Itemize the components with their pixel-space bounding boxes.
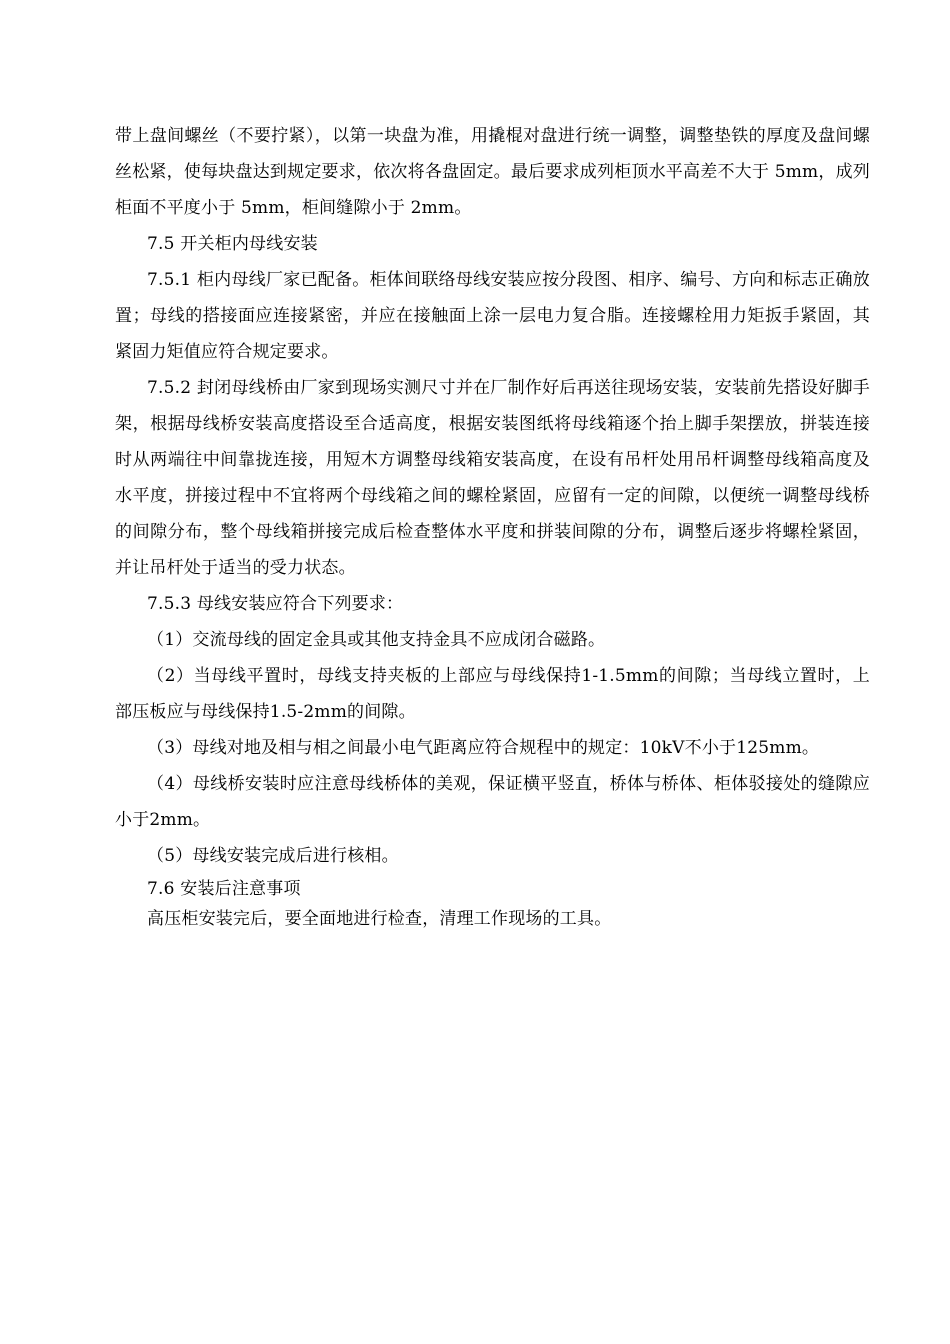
paragraph-cabinet-alignment: 带上盘间螺丝（不要拧紧），以第一块盘为准，用撬棍对盘进行统一调整，调整垫铁的厚度及盘间螺丝松紧，使每块盘达到规定要求，依次将各盘固定。最后要求成列柜顶水平高差不大于 5mm，成列柜面不平度小于 5mm，柜间缝隙小于 2mm。 <box>115 126 870 218</box>
section-heading-7-6: 7.6 安装后注意事项 <box>147 879 301 899</box>
document-body <box>115 118 870 934</box>
paragraph-7-5-1: 7.5.1 柜内母线厂家已配备。柜体间联络母线安装应按分段图、相序、编号、方向和标志正确放置；母线的搭接面应连接紧密，并应在接触面上涂一层电力复合脂。连接螺栓用力矩扳手紧固，其紧固力矩值应符合规定要求。 <box>115 270 870 362</box>
paragraph-post-install-check: 高压柜安装完后，要全面地进行检查，清理工作现场的工具。 <box>147 909 612 929</box>
requirement-item-5: （5）母线安装完成后进行核相。 <box>147 846 399 866</box>
paragraph-7-5-3: 7.5.3 母线安装应符合下列要求： <box>147 594 404 614</box>
requirement-item-4: （4）母线桥安装时应注意母线桥体的美观，保证横平竖直，桥体与桥体、柜体驳接处的缝隙应小于2mm。 <box>115 774 870 830</box>
section-heading-7-5: 7.5 开关柜内母线安装 <box>147 234 318 254</box>
requirement-item-1: （1）交流母线的固定金具或其他支持金具不应成闭合磁路。 <box>147 630 606 650</box>
requirement-item-3: （3）母线对地及相与相之间最小电气距离应符合规程中的规定：10kV不小于125mm。 <box>147 738 820 758</box>
requirement-item-2: （2）当母线平置时，母线支持夹板的上部应与母线保持1-1.5mm的间隙；当母线立置时，上部压板应与母线保持1.5-2mm的间隙。 <box>115 666 870 722</box>
paragraph-7-5-2: 7.5.2 封闭母线桥由厂家到现场实测尺寸并在厂制作好后再送往现场安装，安装前先搭设好脚手架，根据母线桥安装高度搭设至合适高度，根据安装图纸将母线箱逐个抬上脚手架摆放，拼装连接时从两端往中间靠拢连接，用短木方调整母线箱安装高度，在设有吊杆处用吊杆调整母线箱高度及水平度，拼接过程中不宜将两个母线箱之间的螺栓紧固，应留有一定的间隙，以便统一调整母线桥的间隙分布，整个母线箱拼接完成后检查整体水平度和拼装间隙的分布，调整后逐步将螺栓紧固，并让吊杆处于适当的受力状态。 <box>115 378 870 578</box>
